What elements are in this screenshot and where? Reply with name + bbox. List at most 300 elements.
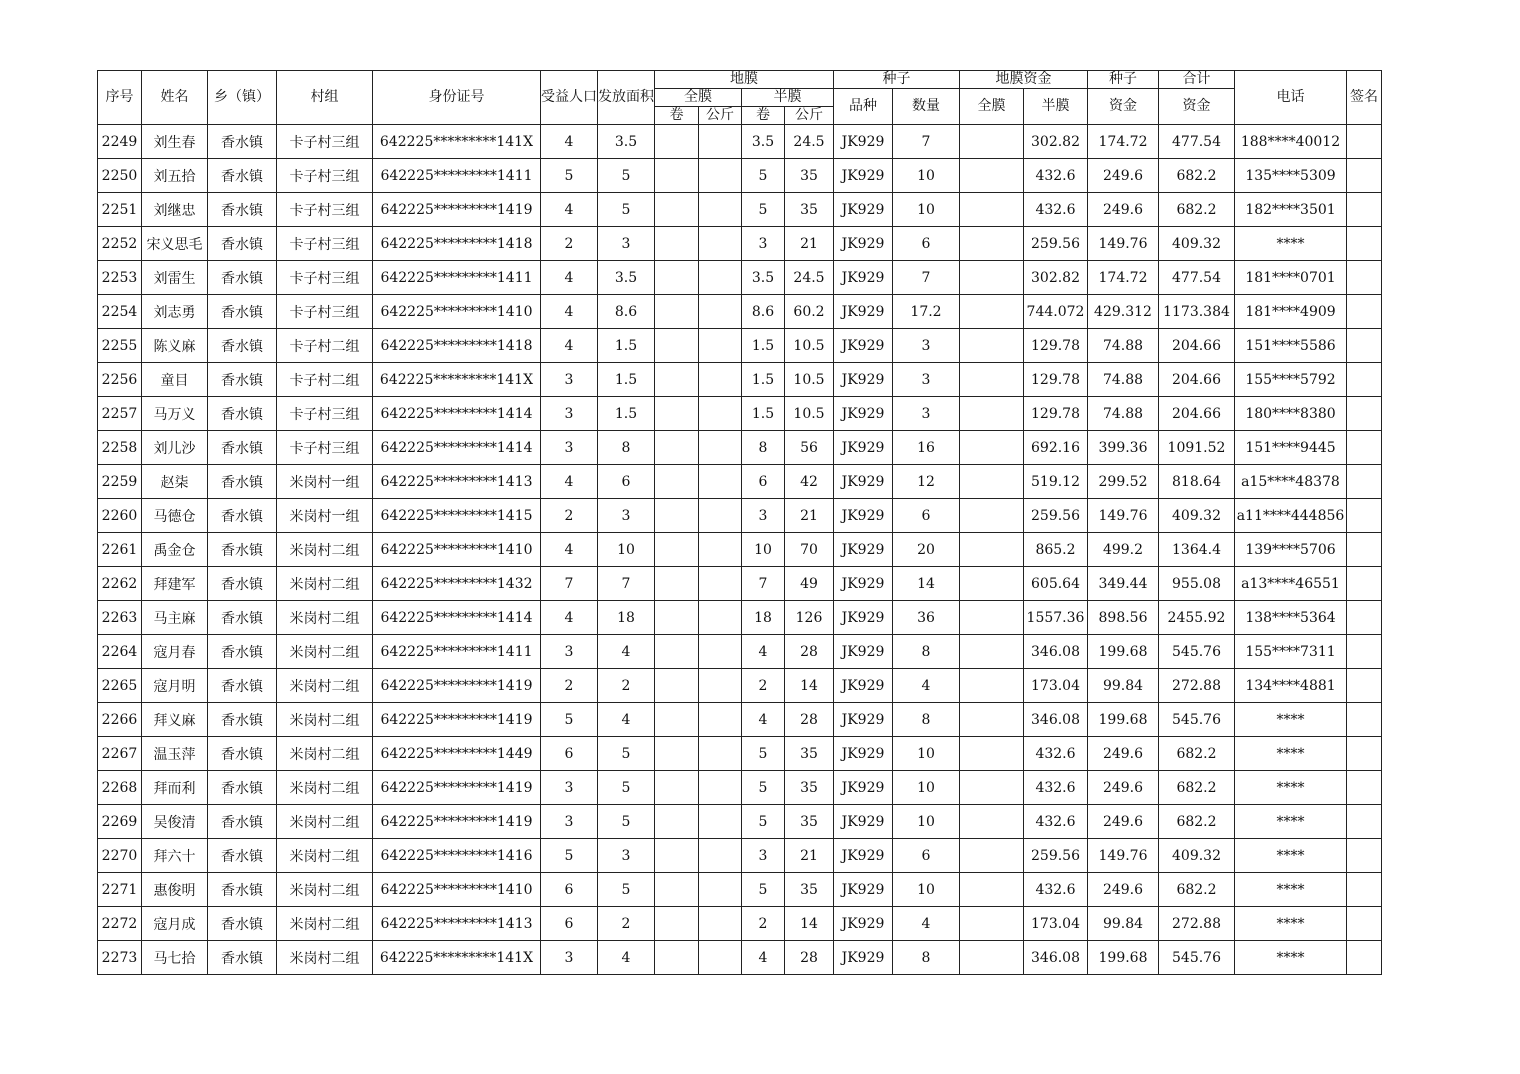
col-beneficiaries: 受益人口	[541, 71, 598, 125]
cell-qty: 10	[893, 873, 960, 907]
table-row	[98, 227, 1382, 261]
cell-sign	[1347, 227, 1382, 261]
cell-ff	[960, 805, 1024, 839]
cell-sign	[1347, 805, 1382, 839]
cell-sf: 429.312	[1088, 295, 1159, 329]
cell-fk	[699, 363, 742, 397]
cell-area: 5	[598, 193, 655, 227]
cell-fh: 432.6	[1024, 193, 1088, 227]
table-header	[98, 71, 1382, 125]
cell-area: 3.5	[598, 261, 655, 295]
cell-area: 7	[598, 567, 655, 601]
cell-hr: 4	[742, 635, 785, 669]
cell-area: 18	[598, 601, 655, 635]
cell-id: 642225*********141X	[373, 125, 541, 159]
cell-sign	[1347, 125, 1382, 159]
cell-qty: 17.2	[893, 295, 960, 329]
cell-seq: 2250	[98, 159, 142, 193]
cell-fk	[699, 295, 742, 329]
cell-fk	[699, 941, 742, 975]
cell-qty: 4	[893, 907, 960, 941]
cell-phone: 188****40012	[1235, 125, 1347, 159]
cell-fk	[699, 261, 742, 295]
cell-hk: 28	[785, 941, 834, 975]
cell-qty: 36	[893, 601, 960, 635]
cell-pop: 6	[541, 907, 598, 941]
cell-fr	[655, 601, 699, 635]
cell-ff	[960, 567, 1024, 601]
cell-ff	[960, 839, 1024, 873]
table-body	[98, 125, 1382, 975]
cell-pop: 5	[541, 839, 598, 873]
cell-fk	[699, 159, 742, 193]
cell-seq: 2261	[98, 533, 142, 567]
cell-town: 香水镇	[208, 329, 277, 363]
cell-hk: 21	[785, 227, 834, 261]
cell-fr	[655, 669, 699, 703]
cell-id: 642225*********1414	[373, 397, 541, 431]
cell-ff	[960, 397, 1024, 431]
cell-id: 642225*********141X	[373, 363, 541, 397]
cell-seq: 2249	[98, 125, 142, 159]
cell-fh: 173.04	[1024, 669, 1088, 703]
cell-pop: 4	[541, 125, 598, 159]
distribution-table	[97, 70, 1382, 975]
col-group-film: 地膜	[655, 71, 834, 89]
cell-sign	[1347, 363, 1382, 397]
cell-village: 卡子村三组	[277, 193, 373, 227]
cell-pop: 7	[541, 567, 598, 601]
cell-area: 3	[598, 227, 655, 261]
cell-town: 香水镇	[208, 703, 277, 737]
table-row	[98, 363, 1382, 397]
cell-name: 惠俊明	[142, 873, 208, 907]
cell-hk: 14	[785, 669, 834, 703]
cell-village: 卡子村三组	[277, 125, 373, 159]
cell-town: 香水镇	[208, 635, 277, 669]
col-name: 姓名	[142, 71, 208, 125]
cell-pop: 3	[541, 771, 598, 805]
col-film-funds-half: 半膜	[1024, 89, 1088, 125]
cell-village: 米岗村二组	[277, 533, 373, 567]
cell-village: 米岗村二组	[277, 907, 373, 941]
cell-hk: 35	[785, 193, 834, 227]
table-row	[98, 193, 1382, 227]
cell-id: 642225*********1415	[373, 499, 541, 533]
cell-village: 卡子村三组	[277, 295, 373, 329]
cell-village: 卡子村二组	[277, 363, 373, 397]
cell-phone: 151****5586	[1235, 329, 1347, 363]
cell-qty: 12	[893, 465, 960, 499]
cell-seq: 2256	[98, 363, 142, 397]
cell-id: 642225*********1418	[373, 227, 541, 261]
cell-pop: 4	[541, 465, 598, 499]
cell-hr: 3.5	[742, 125, 785, 159]
cell-phone: 182****3501	[1235, 193, 1347, 227]
cell-pop: 3	[541, 941, 598, 975]
cell-phone: 134****4881	[1235, 669, 1347, 703]
cell-ff	[960, 669, 1024, 703]
cell-name: 马德仓	[142, 499, 208, 533]
cell-fh: 605.64	[1024, 567, 1088, 601]
table-row	[98, 533, 1382, 567]
cell-qty: 14	[893, 567, 960, 601]
cell-hk: 10.5	[785, 329, 834, 363]
table-row	[98, 839, 1382, 873]
cell-hk: 35	[785, 737, 834, 771]
cell-fh: 129.78	[1024, 363, 1088, 397]
cell-sf: 99.84	[1088, 669, 1159, 703]
table-row	[98, 159, 1382, 193]
cell-seq: 2269	[98, 805, 142, 839]
cell-hr: 8	[742, 431, 785, 465]
cell-sign	[1347, 839, 1382, 873]
cell-fk	[699, 499, 742, 533]
table-row	[98, 805, 1382, 839]
cell-area: 5	[598, 873, 655, 907]
cell-name: 刘五拾	[142, 159, 208, 193]
cell-phone: ****	[1235, 941, 1347, 975]
cell-variety: JK929	[834, 261, 893, 295]
cell-pop: 2	[541, 227, 598, 261]
cell-total: 2455.92	[1159, 601, 1235, 635]
cell-name: 温玉萍	[142, 737, 208, 771]
cell-fr	[655, 397, 699, 431]
cell-ff	[960, 907, 1024, 941]
cell-name: 陈义麻	[142, 329, 208, 363]
cell-area: 3	[598, 499, 655, 533]
cell-hr: 5	[742, 873, 785, 907]
cell-fk	[699, 839, 742, 873]
table-row	[98, 771, 1382, 805]
cell-area: 1.5	[598, 397, 655, 431]
cell-area: 2	[598, 669, 655, 703]
cell-seq: 2252	[98, 227, 142, 261]
cell-pop: 3	[541, 431, 598, 465]
cell-fr	[655, 839, 699, 873]
cell-qty: 3	[893, 329, 960, 363]
cell-fh: 173.04	[1024, 907, 1088, 941]
cell-village: 米岗村一组	[277, 465, 373, 499]
cell-qty: 6	[893, 227, 960, 261]
cell-town: 香水镇	[208, 533, 277, 567]
col-half-kg: 公斤	[785, 107, 834, 125]
cell-area: 4	[598, 941, 655, 975]
cell-village: 卡子村三组	[277, 227, 373, 261]
cell-qty: 6	[893, 839, 960, 873]
cell-sign	[1347, 635, 1382, 669]
cell-id: 642225*********1419	[373, 805, 541, 839]
cell-total: 477.54	[1159, 261, 1235, 295]
cell-phone: 151****9445	[1235, 431, 1347, 465]
table-row	[98, 261, 1382, 295]
cell-pop: 4	[541, 295, 598, 329]
table-row	[98, 601, 1382, 635]
cell-pop: 6	[541, 873, 598, 907]
cell-village: 米岗村二组	[277, 839, 373, 873]
cell-qty: 8	[893, 703, 960, 737]
col-full-rolls: 卷	[655, 107, 699, 125]
cell-ff	[960, 771, 1024, 805]
cell-hk: 21	[785, 839, 834, 873]
table-row	[98, 329, 1382, 363]
cell-town: 香水镇	[208, 397, 277, 431]
cell-variety: JK929	[834, 737, 893, 771]
cell-phone: 155****5792	[1235, 363, 1347, 397]
cell-phone: 139****5706	[1235, 533, 1347, 567]
cell-sf: 249.6	[1088, 873, 1159, 907]
cell-sf: 199.68	[1088, 703, 1159, 737]
col-group-film-funds: 地膜资金	[960, 71, 1088, 89]
cell-name: 马主麻	[142, 601, 208, 635]
cell-sign	[1347, 771, 1382, 805]
cell-sign	[1347, 499, 1382, 533]
cell-name: 拜建军	[142, 567, 208, 601]
cell-name: 童目	[142, 363, 208, 397]
cell-fh: 346.08	[1024, 941, 1088, 975]
cell-total: 682.2	[1159, 159, 1235, 193]
table-row	[98, 499, 1382, 533]
cell-fr	[655, 431, 699, 465]
cell-qty: 20	[893, 533, 960, 567]
cell-hk: 24.5	[785, 261, 834, 295]
cell-total: 204.66	[1159, 363, 1235, 397]
cell-town: 香水镇	[208, 125, 277, 159]
cell-variety: JK929	[834, 159, 893, 193]
cell-pop: 2	[541, 669, 598, 703]
cell-sign	[1347, 567, 1382, 601]
cell-sign	[1347, 873, 1382, 907]
cell-town: 香水镇	[208, 601, 277, 635]
cell-ff	[960, 601, 1024, 635]
cell-fh: 302.82	[1024, 125, 1088, 159]
cell-town: 香水镇	[208, 159, 277, 193]
cell-fh: 519.12	[1024, 465, 1088, 499]
table-row	[98, 465, 1382, 499]
cell-id: 642225*********1419	[373, 703, 541, 737]
cell-name: 刘生春	[142, 125, 208, 159]
cell-town: 香水镇	[208, 465, 277, 499]
cell-seq: 2251	[98, 193, 142, 227]
cell-total: 409.32	[1159, 839, 1235, 873]
cell-sign	[1347, 397, 1382, 431]
cell-hr: 10	[742, 533, 785, 567]
cell-fr	[655, 771, 699, 805]
cell-fr	[655, 635, 699, 669]
cell-qty: 10	[893, 193, 960, 227]
cell-name: 马万义	[142, 397, 208, 431]
cell-fk	[699, 873, 742, 907]
cell-town: 香水镇	[208, 567, 277, 601]
table-row	[98, 397, 1382, 431]
cell-sf: 249.6	[1088, 805, 1159, 839]
cell-area: 2	[598, 907, 655, 941]
cell-village: 卡子村三组	[277, 431, 373, 465]
cell-town: 香水镇	[208, 669, 277, 703]
cell-ff	[960, 499, 1024, 533]
cell-total: 1173.384	[1159, 295, 1235, 329]
cell-variety: JK929	[834, 907, 893, 941]
cell-area: 1.5	[598, 329, 655, 363]
cell-fr	[655, 907, 699, 941]
cell-sign	[1347, 295, 1382, 329]
cell-name: 马七拾	[142, 941, 208, 975]
cell-town: 香水镇	[208, 261, 277, 295]
cell-pop: 5	[541, 703, 598, 737]
table-row	[98, 703, 1382, 737]
cell-ff	[960, 737, 1024, 771]
cell-variety: JK929	[834, 567, 893, 601]
col-id-card: 身份证号	[373, 71, 541, 125]
cell-variety: JK929	[834, 465, 893, 499]
cell-phone: 181****4909	[1235, 295, 1347, 329]
cell-ff	[960, 363, 1024, 397]
cell-ff	[960, 465, 1024, 499]
cell-hk: 14	[785, 907, 834, 941]
cell-village: 米岗村二组	[277, 567, 373, 601]
cell-total: 545.76	[1159, 635, 1235, 669]
cell-variety: JK929	[834, 805, 893, 839]
cell-pop: 3	[541, 397, 598, 431]
cell-sign	[1347, 907, 1382, 941]
cell-ff	[960, 703, 1024, 737]
cell-fr	[655, 125, 699, 159]
cell-seq: 2253	[98, 261, 142, 295]
col-full-kg: 公斤	[699, 107, 742, 125]
cell-variety: JK929	[834, 941, 893, 975]
cell-sf: 74.88	[1088, 329, 1159, 363]
cell-total: 955.08	[1159, 567, 1235, 601]
cell-sign	[1347, 261, 1382, 295]
cell-seq: 2257	[98, 397, 142, 431]
cell-pop: 3	[541, 363, 598, 397]
cell-fk	[699, 737, 742, 771]
cell-fh: 432.6	[1024, 805, 1088, 839]
cell-total: 204.66	[1159, 329, 1235, 363]
cell-total: 545.76	[1159, 941, 1235, 975]
cell-hr: 5	[742, 805, 785, 839]
cell-sf: 249.6	[1088, 771, 1159, 805]
cell-id: 642225*********1419	[373, 669, 541, 703]
cell-fr	[655, 227, 699, 261]
cell-id: 642225*********1413	[373, 907, 541, 941]
cell-variety: JK929	[834, 635, 893, 669]
cell-pop: 4	[541, 329, 598, 363]
cell-total: 682.2	[1159, 873, 1235, 907]
cell-fh: 744.072	[1024, 295, 1088, 329]
cell-town: 香水镇	[208, 873, 277, 907]
cell-ff	[960, 329, 1024, 363]
cell-id: 642225*********1413	[373, 465, 541, 499]
cell-fr	[655, 533, 699, 567]
cell-hr: 6	[742, 465, 785, 499]
cell-total: 682.2	[1159, 737, 1235, 771]
cell-name: 寇月明	[142, 669, 208, 703]
cell-fr	[655, 873, 699, 907]
cell-total: 272.88	[1159, 669, 1235, 703]
cell-qty: 7	[893, 261, 960, 295]
cell-hr: 3.5	[742, 261, 785, 295]
cell-sf: 249.6	[1088, 737, 1159, 771]
cell-qty: 10	[893, 159, 960, 193]
cell-hr: 5	[742, 737, 785, 771]
cell-hk: 24.5	[785, 125, 834, 159]
cell-hk: 28	[785, 703, 834, 737]
cell-hk: 10.5	[785, 363, 834, 397]
col-half-rolls: 卷	[742, 107, 785, 125]
cell-name: 刘儿沙	[142, 431, 208, 465]
cell-phone: ****	[1235, 907, 1347, 941]
cell-village: 卡子村三组	[277, 397, 373, 431]
cell-sign	[1347, 601, 1382, 635]
cell-pop: 3	[541, 635, 598, 669]
cell-id: 642225*********1449	[373, 737, 541, 771]
cell-qty: 4	[893, 669, 960, 703]
table-row	[98, 873, 1382, 907]
cell-phone: ****	[1235, 839, 1347, 873]
cell-seq: 2264	[98, 635, 142, 669]
cell-id: 642225*********1419	[373, 193, 541, 227]
cell-total: 204.66	[1159, 397, 1235, 431]
col-town: 乡（镇）	[208, 71, 277, 125]
cell-area: 5	[598, 771, 655, 805]
cell-total: 409.32	[1159, 499, 1235, 533]
cell-fh: 129.78	[1024, 329, 1088, 363]
cell-id: 642225*********1410	[373, 295, 541, 329]
cell-variety: JK929	[834, 499, 893, 533]
cell-seq: 2265	[98, 669, 142, 703]
cell-id: 642225*********1432	[373, 567, 541, 601]
cell-sign	[1347, 329, 1382, 363]
cell-ff	[960, 431, 1024, 465]
cell-fr	[655, 329, 699, 363]
cell-hk: 10.5	[785, 397, 834, 431]
cell-town: 香水镇	[208, 193, 277, 227]
cell-fh: 346.08	[1024, 635, 1088, 669]
cell-town: 香水镇	[208, 431, 277, 465]
cell-ff	[960, 873, 1024, 907]
cell-phone: ****	[1235, 805, 1347, 839]
cell-phone: 181****0701	[1235, 261, 1347, 295]
cell-variety: JK929	[834, 771, 893, 805]
cell-seq: 2260	[98, 499, 142, 533]
cell-sf: 499.2	[1088, 533, 1159, 567]
cell-village: 米岗村二组	[277, 669, 373, 703]
cell-variety: JK929	[834, 669, 893, 703]
cell-hr: 5	[742, 771, 785, 805]
cell-sf: 249.6	[1088, 193, 1159, 227]
cell-total: 545.76	[1159, 703, 1235, 737]
cell-phone: ****	[1235, 703, 1347, 737]
cell-village: 米岗村一组	[277, 499, 373, 533]
cell-id: 642225*********1414	[373, 601, 541, 635]
cell-hr: 4	[742, 703, 785, 737]
cell-qty: 10	[893, 737, 960, 771]
col-seq: 序号	[98, 71, 142, 125]
cell-area: 5	[598, 805, 655, 839]
cell-total: 272.88	[1159, 907, 1235, 941]
cell-village: 米岗村二组	[277, 703, 373, 737]
cell-fk	[699, 227, 742, 261]
cell-seq: 2272	[98, 907, 142, 941]
cell-phone: ****	[1235, 873, 1347, 907]
cell-seq: 2262	[98, 567, 142, 601]
cell-hr: 8.6	[742, 295, 785, 329]
cell-total: 682.2	[1159, 805, 1235, 839]
cell-fh: 432.6	[1024, 737, 1088, 771]
cell-fh: 259.56	[1024, 227, 1088, 261]
cell-hr: 3	[742, 227, 785, 261]
